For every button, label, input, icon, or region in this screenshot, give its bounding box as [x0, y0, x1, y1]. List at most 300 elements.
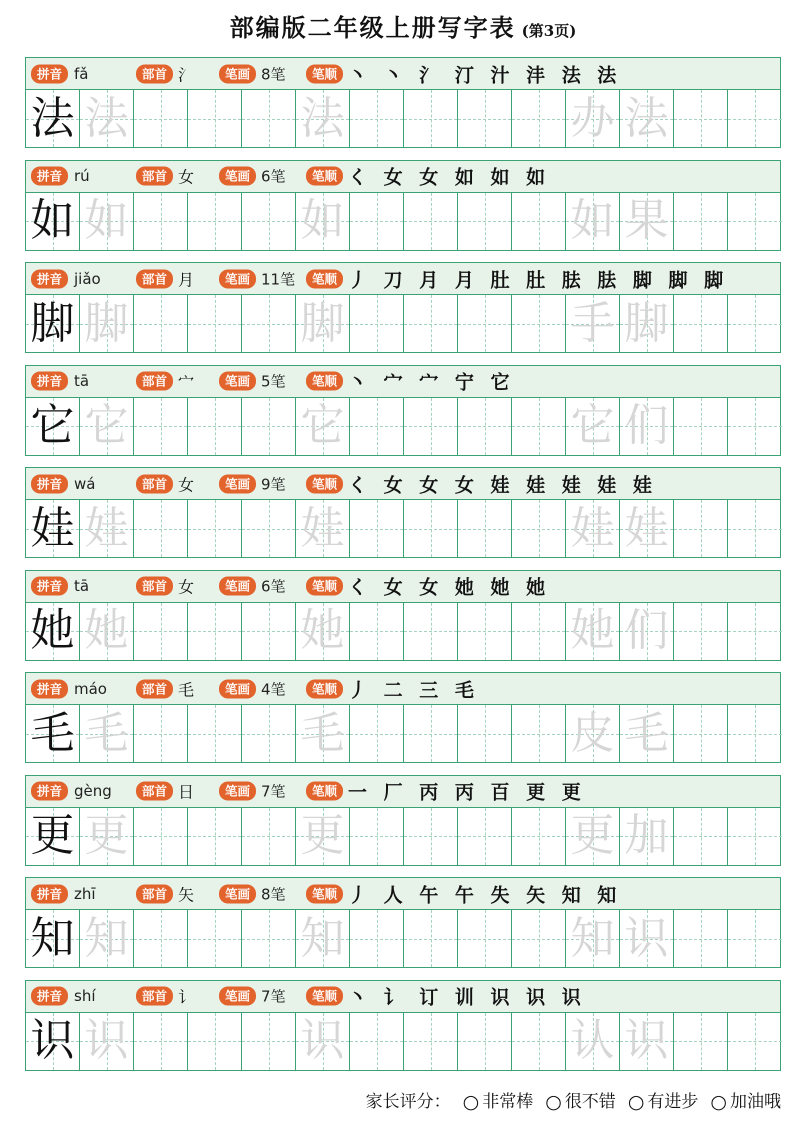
practice-cell [134, 90, 188, 147]
stroke-count-badge: 笔画 [219, 269, 256, 288]
word-trace: 知 [570, 912, 615, 964]
word-trace: 脚 [624, 297, 669, 349]
practice-cell [26, 90, 80, 147]
character-trace: 脚 [300, 297, 345, 349]
practice-cell [620, 705, 674, 762]
practice-cell [674, 705, 728, 762]
practice-cell [350, 808, 404, 865]
practice-cell [296, 295, 350, 352]
character-trace: 娃 [84, 502, 129, 554]
stroke-order-value: く 女 女 如 如 如 [348, 166, 551, 189]
practice-cell [134, 705, 188, 762]
word-trace: 们 [624, 400, 669, 451]
info-band [26, 571, 780, 603]
practice-cell [566, 1013, 620, 1070]
practice-cell [188, 1013, 242, 1070]
rating-option: 加油哦 [730, 1092, 781, 1112]
character-sample: 娃 [30, 502, 75, 554]
practice-cell [242, 910, 296, 967]
radical-value: 日 [178, 782, 195, 802]
practice-cell [674, 500, 728, 557]
character-block [25, 672, 781, 763]
practice-cell [242, 193, 296, 250]
practice-cell [188, 910, 242, 967]
practice-cell [350, 705, 404, 762]
practice-cell [512, 910, 566, 967]
practice-cell [728, 808, 782, 865]
practice-cell [458, 910, 512, 967]
practice-cell [674, 603, 728, 660]
stroke-count-badge: 笔画 [219, 167, 256, 186]
practice-cell [458, 295, 512, 352]
practice-cell [188, 808, 242, 865]
stroke-order-badge: 笔顺 [306, 269, 343, 288]
practice-cell [620, 398, 674, 455]
practice-cell [242, 808, 296, 865]
word-trace: 毛 [624, 707, 669, 759]
pinyin-badge: 拼音 [31, 884, 68, 903]
practice-cell [674, 808, 728, 865]
stroke-order-badge: 笔顺 [306, 577, 343, 596]
practice-cell [512, 500, 566, 557]
practice-cell [512, 398, 566, 455]
practice-cell [134, 398, 188, 455]
practice-cell [458, 603, 512, 660]
practice-cell [188, 295, 242, 352]
stroke-count-value: 8笔 [261, 65, 286, 83]
radical-value: 月 [178, 270, 195, 289]
practice-cell [674, 193, 728, 250]
stroke-order-badge: 笔顺 [306, 474, 343, 493]
practice-cell [350, 193, 404, 250]
practice-grid [26, 398, 780, 455]
practice-cell [242, 398, 296, 455]
practice-cell [26, 1013, 80, 1070]
practice-cell [512, 808, 566, 865]
practice-cell [566, 705, 620, 762]
character-block [25, 262, 781, 353]
pinyin-value: zhī [74, 884, 96, 903]
practice-cell [674, 910, 728, 967]
practice-cell [80, 295, 134, 352]
practice-cell [404, 603, 458, 660]
practice-cell [512, 193, 566, 250]
practice-cell [566, 808, 620, 865]
info-band [26, 776, 780, 808]
practice-cell [80, 500, 134, 557]
stroke-order-value: 丶 丶 氵 汀 汁 沣 法 法 [348, 64, 622, 86]
radical-value: 女 [178, 475, 195, 494]
pinyin-badge: 拼音 [31, 372, 68, 391]
practice-cell [728, 705, 782, 762]
pinyin-value: tā [74, 372, 90, 390]
stroke-count-value: 7笔 [261, 782, 286, 801]
practice-cell [674, 398, 728, 455]
info-band [26, 878, 780, 910]
practice-cell [728, 193, 782, 250]
practice-cell [134, 193, 188, 250]
word-trace: 法 [624, 92, 669, 144]
practice-cell [404, 1013, 458, 1070]
character-trace: 知 [300, 912, 345, 964]
radical-badge: 部首 [136, 372, 173, 391]
practice-cell [26, 398, 80, 455]
character-trace: 它 [84, 400, 129, 451]
character-sample: 知 [30, 912, 75, 964]
practice-cell [458, 193, 512, 250]
practice-cell [80, 398, 134, 455]
stroke-count-badge: 笔画 [219, 64, 256, 83]
practice-cell [404, 808, 458, 865]
radical-badge: 部首 [136, 64, 173, 83]
rating-circle-icon: ○ [462, 1091, 480, 1113]
word-trace: 如 [570, 195, 615, 246]
practice-cell [458, 1013, 512, 1070]
stroke-count-badge: 笔画 [219, 884, 256, 903]
stroke-order-badge: 笔顺 [306, 64, 343, 83]
practice-cell [404, 90, 458, 147]
info-band [26, 58, 780, 90]
pinyin-badge: 拼音 [31, 269, 68, 288]
practice-cell [512, 1013, 566, 1070]
practice-grid [26, 1013, 780, 1070]
practice-cell [620, 500, 674, 557]
character-trace: 如 [84, 195, 129, 246]
radical-value: 女 [178, 577, 195, 597]
info-band [26, 263, 780, 295]
character-blocks [25, 57, 781, 1082]
practice-cell [26, 705, 80, 762]
practice-cell [350, 1013, 404, 1070]
character-trace: 脚 [84, 297, 129, 349]
practice-cell [674, 295, 728, 352]
word-trace: 办 [570, 92, 615, 144]
practice-grid [26, 295, 780, 352]
practice-cell [512, 603, 566, 660]
practice-cell [80, 808, 134, 865]
practice-grid [26, 910, 780, 967]
stroke-count-value: 4笔 [261, 680, 286, 698]
word-trace: 更 [570, 810, 615, 861]
rating-circle-icon: ○ [545, 1091, 562, 1113]
practice-cell [188, 90, 242, 147]
practice-cell [350, 500, 404, 557]
pinyin-badge: 拼音 [31, 577, 68, 596]
word-trace: 娃 [570, 502, 615, 554]
practice-cell [458, 705, 512, 762]
practice-cell [26, 808, 80, 865]
practice-grid [26, 705, 780, 762]
practice-grid [26, 808, 780, 865]
page-title [0, 8, 806, 43]
character-block [25, 365, 781, 456]
page-number: (第3页) [521, 22, 577, 40]
pinyin-value: gèng [74, 782, 112, 800]
practice-cell [566, 193, 620, 250]
practice-cell [728, 500, 782, 557]
practice-cell [134, 603, 188, 660]
practice-cell [404, 910, 458, 967]
stroke-order-badge: 笔顺 [306, 372, 343, 391]
practice-cell [80, 193, 134, 250]
stroke-order-badge: 笔顺 [306, 987, 343, 1006]
practice-cell [566, 910, 620, 967]
practice-cell [26, 910, 80, 967]
page-title-text: 部编版二年级上册写字表 [229, 13, 516, 42]
practice-cell [188, 193, 242, 250]
practice-cell [134, 1013, 188, 1070]
practice-cell [458, 90, 512, 147]
character-sample: 它 [30, 400, 75, 451]
stroke-count-badge: 笔画 [219, 782, 256, 801]
word-trace: 认 [570, 1015, 615, 1066]
stroke-order-value: く 女 女 她 她 她 [348, 576, 551, 599]
character-trace: 知 [84, 912, 129, 964]
stroke-count-value: 6笔 [261, 577, 286, 596]
practice-cell [296, 500, 350, 557]
character-sample: 法 [30, 92, 75, 144]
stroke-order-value: 丿 二 三 毛 [348, 679, 479, 701]
word-trace: 她 [570, 605, 615, 656]
practice-cell [566, 90, 620, 147]
practice-cell [242, 705, 296, 762]
character-block [25, 467, 781, 558]
radical-badge: 部首 [136, 987, 173, 1006]
practice-cell [296, 705, 350, 762]
character-block [25, 160, 781, 251]
practice-cell [296, 910, 350, 967]
practice-cell [404, 193, 458, 250]
character-sample: 识 [30, 1015, 75, 1066]
practice-cell [296, 193, 350, 250]
practice-cell [188, 500, 242, 557]
pinyin-value: rú [74, 167, 90, 185]
practice-cell [458, 398, 512, 455]
word-trace: 识 [624, 912, 669, 964]
character-trace: 法 [300, 92, 345, 144]
practice-cell [620, 603, 674, 660]
word-trace: 它 [570, 400, 615, 451]
stroke-count-value: 8笔 [261, 885, 286, 903]
stroke-order-value: く 女 女 女 娃 娃 娃 娃 娃 [348, 474, 657, 496]
practice-cell [620, 1013, 674, 1070]
practice-cell [404, 705, 458, 762]
word-trace: 加 [624, 810, 669, 861]
practice-cell [620, 193, 674, 250]
info-band [26, 161, 780, 193]
stroke-order-value: 丿 人 午 午 失 矢 知 知 [348, 884, 622, 906]
pinyin-badge: 拼音 [31, 474, 68, 493]
practice-grid [26, 603, 780, 660]
stroke-order-value: 一 厂 丙 丙 百 更 更 [348, 781, 586, 804]
pinyin-badge: 拼音 [31, 679, 68, 698]
info-band [26, 366, 780, 398]
stroke-order-badge: 笔顺 [306, 679, 343, 698]
practice-cell [728, 398, 782, 455]
radical-badge: 部首 [136, 679, 173, 698]
pinyin-value: jiǎo [74, 269, 101, 288]
practice-cell [134, 500, 188, 557]
stroke-count-value: 9笔 [261, 475, 286, 493]
practice-cell [620, 295, 674, 352]
radical-badge: 部首 [136, 474, 173, 493]
character-trace: 她 [84, 605, 129, 656]
character-block [25, 570, 781, 661]
practice-cell [674, 90, 728, 147]
radical-value: 氵 [178, 65, 195, 84]
radical-value: 宀 [178, 372, 195, 392]
radical-badge: 部首 [136, 782, 173, 801]
practice-cell [26, 603, 80, 660]
pinyin-value: shí [74, 987, 96, 1005]
practice-cell [620, 808, 674, 865]
practice-cell [188, 705, 242, 762]
stroke-count-badge: 笔画 [219, 577, 256, 596]
pinyin-value: fǎ [74, 64, 89, 83]
radical-badge: 部首 [136, 269, 173, 288]
practice-cell [512, 705, 566, 762]
practice-cell [566, 295, 620, 352]
stroke-order-badge: 笔顺 [306, 884, 343, 903]
practice-cell [458, 808, 512, 865]
character-block [25, 877, 781, 968]
practice-cell [188, 398, 242, 455]
word-trace: 果 [624, 195, 669, 246]
practice-cell [620, 90, 674, 147]
rating-option: 非常棒 [482, 1092, 534, 1112]
practice-cell [296, 1013, 350, 1070]
rating-option: 有进步 [647, 1092, 699, 1112]
parent-rating-label: 家长评分： [365, 1092, 451, 1112]
practice-cell [728, 910, 782, 967]
practice-grid [26, 90, 780, 147]
practice-cell [26, 193, 80, 250]
rating-circle-icon: ○ [710, 1091, 727, 1113]
practice-cell [512, 295, 566, 352]
stroke-count-value: 11笔 [261, 270, 296, 288]
stroke-order-badge: 笔顺 [306, 782, 343, 801]
rating-circle-icon: ○ [627, 1091, 645, 1113]
practice-cell [728, 1013, 782, 1070]
character-sample: 如 [30, 195, 75, 246]
practice-cell [296, 603, 350, 660]
practice-cell [350, 398, 404, 455]
practice-cell [242, 603, 296, 660]
character-trace: 毛 [84, 707, 129, 759]
radical-badge: 部首 [136, 167, 173, 186]
stroke-count-badge: 笔画 [219, 679, 256, 698]
practice-cell [80, 603, 134, 660]
practice-cell [404, 398, 458, 455]
character-trace: 更 [300, 810, 345, 861]
practice-cell [242, 90, 296, 147]
radical-badge: 部首 [136, 884, 173, 903]
practice-cell [26, 500, 80, 557]
character-block [25, 980, 781, 1071]
practice-cell [80, 90, 134, 147]
practice-cell [728, 90, 782, 147]
info-band [26, 468, 780, 500]
practice-grid [26, 500, 780, 557]
character-trace: 更 [84, 810, 129, 861]
practice-cell [566, 398, 620, 455]
radical-badge: 部首 [136, 577, 173, 596]
pinyin-badge: 拼音 [31, 782, 68, 801]
character-block [25, 775, 781, 866]
practice-cell [26, 295, 80, 352]
character-trace: 毛 [300, 707, 345, 759]
stroke-count-value: 5笔 [261, 372, 286, 391]
practice-grid [26, 193, 780, 250]
word-trace: 娃 [624, 502, 669, 554]
practice-cell [404, 295, 458, 352]
parent-rating [366, 1087, 781, 1113]
practice-cell [674, 1013, 728, 1070]
pinyin-value: tā [74, 577, 90, 595]
character-sample: 她 [30, 605, 75, 656]
practice-cell [80, 910, 134, 967]
practice-cell [566, 603, 620, 660]
practice-cell [620, 910, 674, 967]
character-trace: 娃 [300, 502, 345, 554]
info-band [26, 673, 780, 705]
practice-cell [728, 603, 782, 660]
stroke-order-value: 丿 刀 月 月 肚 肚 胠 胠 脚 脚 脚 [348, 269, 729, 291]
practice-cell [242, 500, 296, 557]
practice-cell [242, 1013, 296, 1070]
practice-cell [458, 500, 512, 557]
character-sample: 毛 [30, 707, 75, 759]
practice-cell [242, 295, 296, 352]
practice-cell [350, 603, 404, 660]
practice-cell [566, 500, 620, 557]
practice-cell [404, 500, 458, 557]
radical-value: 女 [178, 167, 195, 187]
pinyin-badge: 拼音 [31, 167, 68, 186]
stroke-order-badge: 笔顺 [306, 167, 343, 186]
practice-cell [350, 910, 404, 967]
character-trace: 识 [300, 1015, 345, 1066]
stroke-order-value: 丶 宀 宀 宁 它 [348, 371, 515, 394]
practice-cell [728, 295, 782, 352]
character-sample: 更 [30, 810, 75, 861]
word-trace: 们 [624, 605, 669, 656]
practice-cell [134, 808, 188, 865]
character-trace: 如 [300, 195, 345, 246]
word-trace: 手 [570, 297, 615, 349]
stroke-count-badge: 笔画 [219, 987, 256, 1006]
stroke-count-badge: 笔画 [219, 474, 256, 493]
practice-cell [512, 90, 566, 147]
stroke-count-badge: 笔画 [219, 372, 256, 391]
pinyin-value: máo [74, 679, 107, 698]
pinyin-value: wá [74, 474, 96, 493]
practice-cell [350, 90, 404, 147]
practice-cell [350, 295, 404, 352]
info-band [26, 981, 780, 1013]
character-trace: 它 [300, 400, 345, 451]
character-trace: 法 [84, 92, 129, 144]
radical-value: 讠 [178, 987, 195, 1007]
radical-value: 毛 [178, 680, 195, 699]
word-trace: 识 [624, 1015, 669, 1066]
stroke-count-value: 7笔 [261, 987, 286, 1006]
practice-cell [134, 295, 188, 352]
practice-cell [80, 705, 134, 762]
practice-cell [296, 808, 350, 865]
radical-value: 矢 [178, 885, 195, 904]
word-trace: 皮 [570, 707, 615, 759]
